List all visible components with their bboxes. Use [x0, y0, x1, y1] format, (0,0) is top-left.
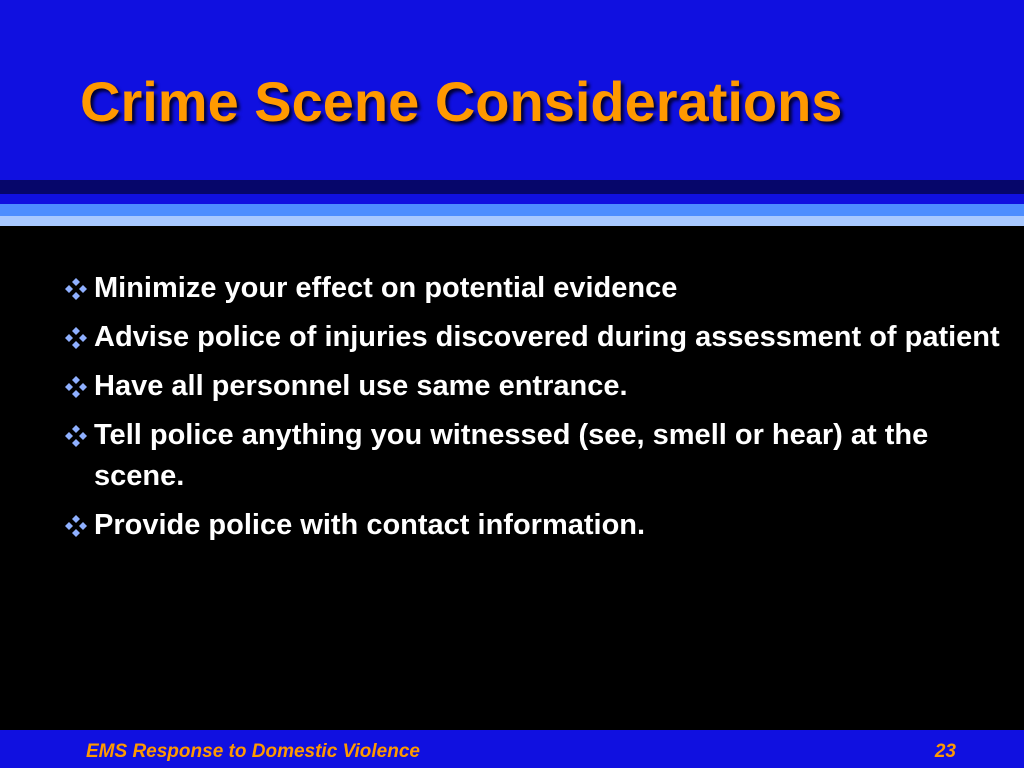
bullet-text: Tell police anything you witnessed (see, smell or hear) at the scene.	[94, 419, 929, 492]
page-number: 23	[934, 741, 956, 762]
four-diamond-bullet-icon	[64, 366, 92, 407]
bullet-item-advise-police	[64, 317, 1004, 358]
bullet-item-tell-police	[64, 415, 1004, 497]
bullet-item-same-entrance	[64, 366, 1004, 407]
four-diamond-bullet-icon	[64, 268, 92, 309]
header-stripe-dark	[0, 180, 1024, 194]
header-stripe-pale-blue	[0, 216, 1024, 226]
slide-title: Crime Scene Considerations	[80, 70, 843, 133]
four-diamond-bullet-icon	[64, 415, 92, 456]
bullet-item-contact-information	[64, 505, 1004, 546]
bullet-text: Provide police with contact information.	[94, 509, 646, 541]
bullet-item-minimize-effect	[64, 268, 1004, 309]
header-stripe-light-blue	[0, 204, 1024, 216]
bullet-list	[64, 268, 1004, 554]
header-stripe-blue	[0, 194, 1024, 204]
bullet-text: Have all personnel use same entrance.	[94, 370, 628, 402]
bullet-text: Advise police of injuries discovered during assessment of patient	[94, 321, 1000, 353]
four-diamond-bullet-icon	[64, 317, 92, 358]
footer-text: EMS Response to Domestic Violence	[86, 741, 420, 762]
bullet-text: Minimize your effect on potential evidence	[94, 272, 678, 304]
four-diamond-bullet-icon	[64, 505, 92, 546]
